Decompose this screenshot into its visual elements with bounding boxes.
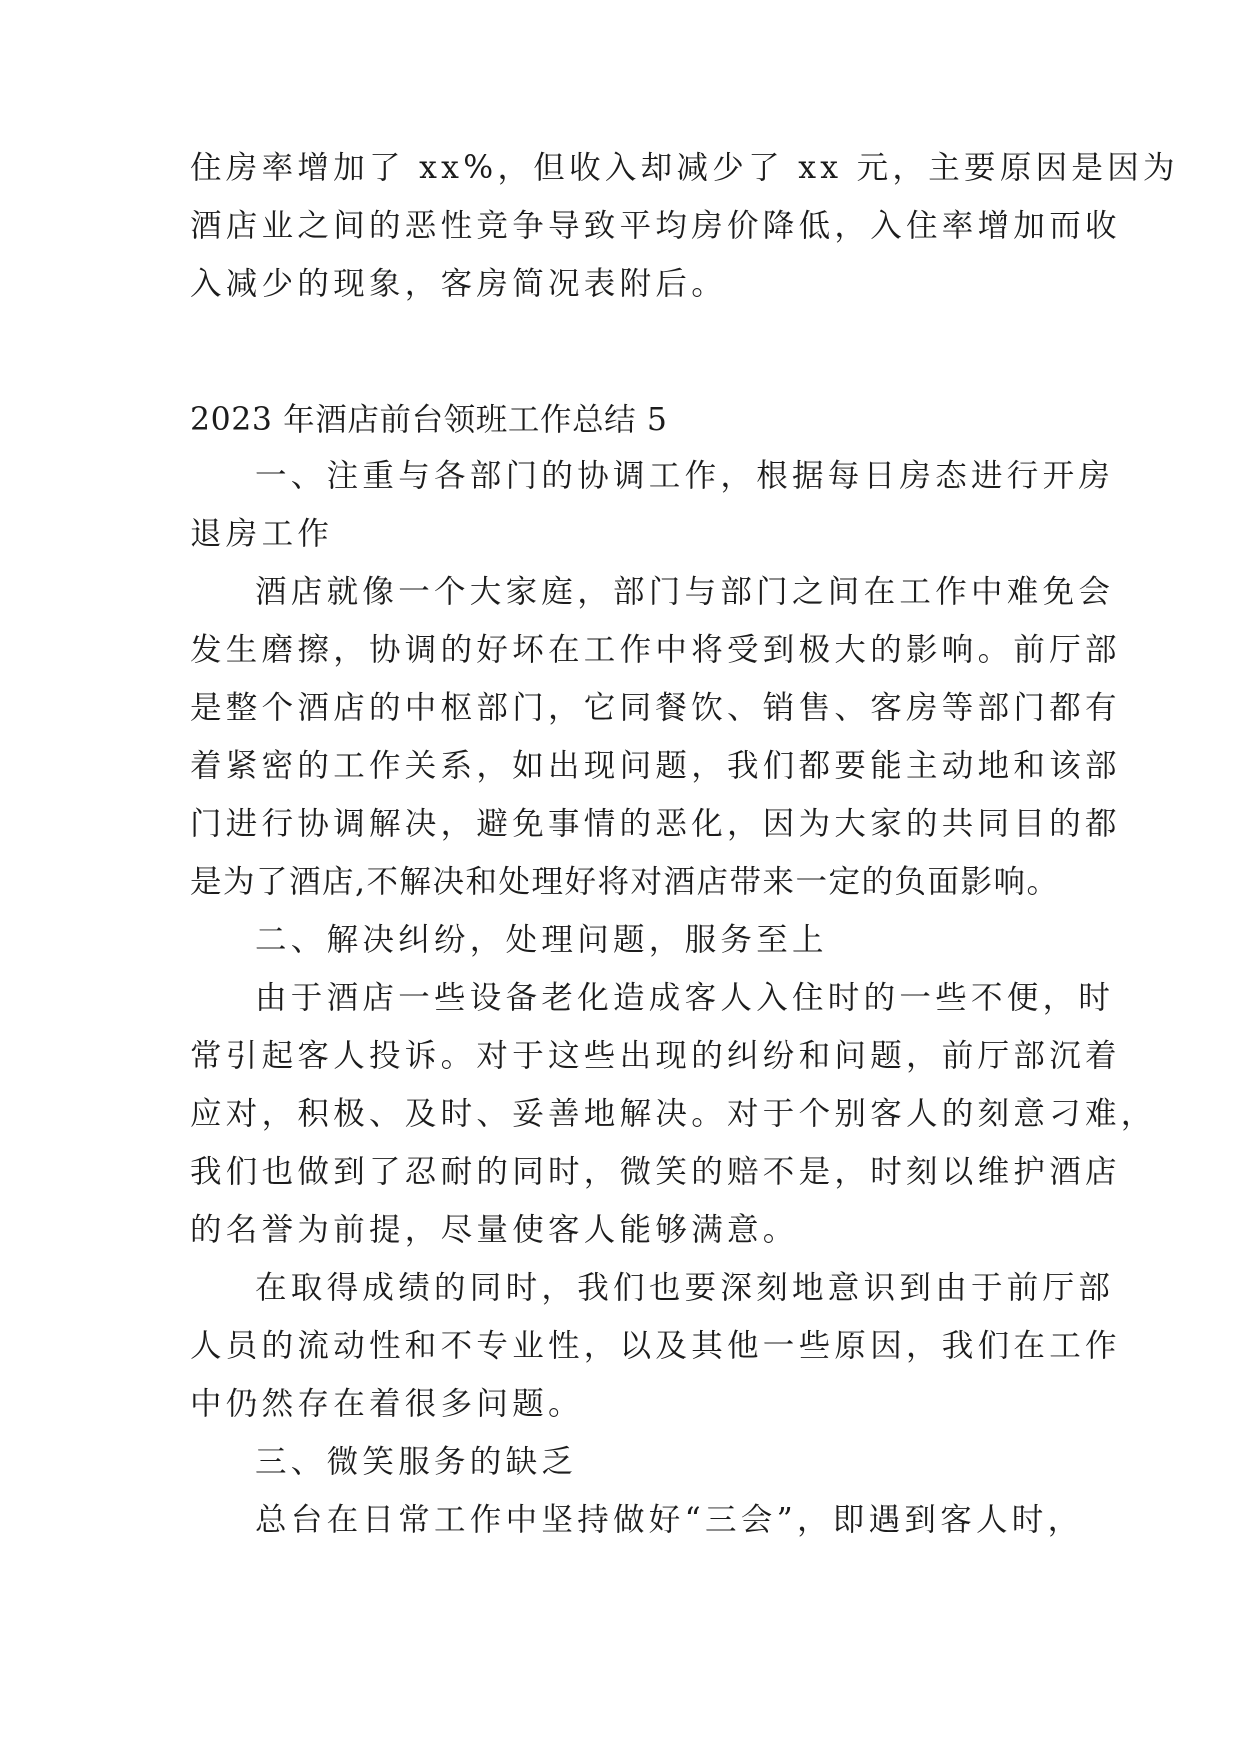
paragraph-line: 门进行协调解决，避免事情的恶化，因为大家的共同目的都 — [190, 806, 1121, 842]
paragraph-line: 发生磨擦，协调的好坏在工作中将受到极大的影响。前厅部 — [190, 632, 1121, 668]
section-2-heading: 二、解决纠纷，处理问题，服务至上 — [255, 922, 828, 958]
paragraph-line: 的名誉为前提，尽量使客人能够满意。 — [190, 1212, 799, 1248]
section-1-heading-cont: 退房工作 — [190, 516, 334, 552]
paragraph-line: 由于酒店一些设备老化造成客人入住时的一些不便，时 — [255, 980, 1115, 1016]
paragraph-line: 我们也做到了忍耐的同时，微笑的赔不是，时刻以维护酒店 — [190, 1154, 1121, 1190]
section-1-heading: 一、注重与各部门的协调工作，根据每日房态进行开房 — [255, 458, 1115, 494]
paragraph-line: 中仍然存在着很多问题。 — [190, 1386, 584, 1422]
intro-line-3: 入减少的现象，客房简况表附后。 — [190, 266, 728, 302]
paragraph-line: 总台在日常工作中坚持做好“三会”，即遇到客人时， — [255, 1502, 1084, 1538]
intro-line-1: 住房率增加了 xx%，但收入却减少了 xx 元，主要原因是因为 — [190, 150, 1179, 186]
paragraph-line: 应对，积极、及时、妥善地解决。对于个别客人的刻意刁难， — [190, 1096, 1157, 1132]
intro-line-2: 酒店业之间的恶性竞争导致平均房价降低，入住率增加而收 — [190, 208, 1121, 244]
paragraph-line: 着紧密的工作关系，如出现问题，我们都要能主动地和该部 — [190, 748, 1121, 784]
paragraph-line: 常引起客人投诉。对于这些出现的纠纷和问题，前厅部沉着 — [190, 1038, 1121, 1074]
paragraph-line: 是为了酒店,不解决和处理好将对酒店带来一定的负面影响。 — [190, 864, 1060, 900]
section-3-heading: 三、微笑服务的缺乏 — [255, 1444, 578, 1480]
paragraph-line: 人员的流动性和不专业性，以及其他一些原因，我们在工作 — [190, 1328, 1121, 1364]
paragraph-line: 酒店就像一个大家庭，部门与部门之间在工作中难免会 — [255, 574, 1115, 610]
paragraph-line: 是整个酒店的中枢部门，它同餐饮、销售、客房等部门都有 — [190, 690, 1121, 726]
section-title: 2023 年酒店前台领班工作总结 5 — [190, 402, 668, 438]
paragraph-line: 在取得成绩的同时，我们也要深刻地意识到由于前厅部 — [255, 1270, 1115, 1306]
